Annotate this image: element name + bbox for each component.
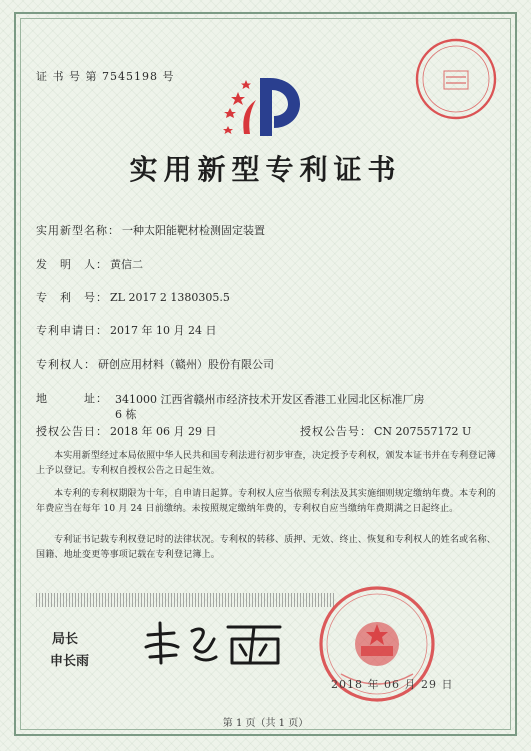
- certificate-number-suffix: 号: [162, 70, 175, 83]
- field-label: 专利申请日：: [36, 324, 108, 337]
- cnipa-logo-icon: [220, 70, 320, 140]
- field-label: 专利权人：: [36, 358, 96, 371]
- field-value: 研创应用材料（赣州）股份有限公司: [98, 358, 274, 371]
- seal-date: 2018 年 06 月 29 日: [331, 678, 454, 691]
- paragraph-grant-notice: 本实用新型经过本局依照中华人民共和国专利法进行初步审查，决定授予专利权，颁发本证书并在专利登记簿上予以登记。专利权自授权公告之日起生效。: [36, 451, 496, 476]
- certificate-title: 实用新型专利证书: [129, 153, 402, 186]
- field-value: 2017 年 10 月 24 日: [110, 324, 217, 337]
- field-application-date: [36, 324, 216, 338]
- field-patentee: [36, 358, 274, 372]
- field-announcement-number: [300, 425, 471, 439]
- field-label: 发 明 人：: [36, 258, 108, 271]
- page-footer: 第 1 页（共 1 页）: [222, 718, 309, 729]
- certificate-number-label: 证 书 号 第: [36, 70, 98, 83]
- field-label: 实用新型名称：: [36, 224, 120, 237]
- field-label: 地 址：: [36, 392, 108, 405]
- director-name: 申长雨: [50, 654, 90, 669]
- field-label: 授权公告日：: [36, 425, 108, 438]
- paragraph-term-and-fees: 本专利的专利权期限为十年，自申请日起算。专利权人应当依照专利法及其实施细则规定缴纳年费。本专利的年费应当在每年 10 月 24 日前缴纳。未按照规定缴纳年费的，专利权自应当缴纳年费期满之日起终止。: [36, 489, 496, 514]
- field-value: 一种太阳能靶材检测固定装置: [122, 224, 265, 237]
- field-value: ZL 2017 2 1380305.5: [110, 291, 230, 304]
- director-title: 局长: [52, 632, 79, 647]
- paragraph-legal-status: 专利证书记载专利权登记时的法律状况。专利权的转移、质押、无效、终止、恢复和专利权人的姓名或名称、国籍、地址变更等事项记载在专利登记簿上。: [36, 535, 496, 560]
- field-label: 授权公告号：: [300, 425, 372, 438]
- field-value: 2018 年 06 月 29 日: [110, 425, 217, 438]
- certificate-number: [36, 68, 175, 84]
- field-address-label: [36, 392, 108, 406]
- field-value: 黄信二: [110, 258, 143, 271]
- field-patent-number: [36, 291, 230, 305]
- handwritten-signature: [140, 617, 290, 669]
- certificate-number-value: 7545198: [102, 70, 158, 83]
- field-value: CN 207557172 U: [374, 425, 472, 438]
- agency-seal-stamp: [414, 37, 498, 121]
- field-inventor: [36, 258, 143, 272]
- field-announcement-date: [36, 425, 216, 439]
- barcode: [36, 593, 336, 607]
- field-utility-model-name: [36, 224, 265, 238]
- field-address-value: 341000 江西省赣州市经济技术开发区香港工业园北区标准厂房 6 栋: [115, 393, 425, 421]
- field-label: 专 利 号：: [36, 291, 108, 304]
